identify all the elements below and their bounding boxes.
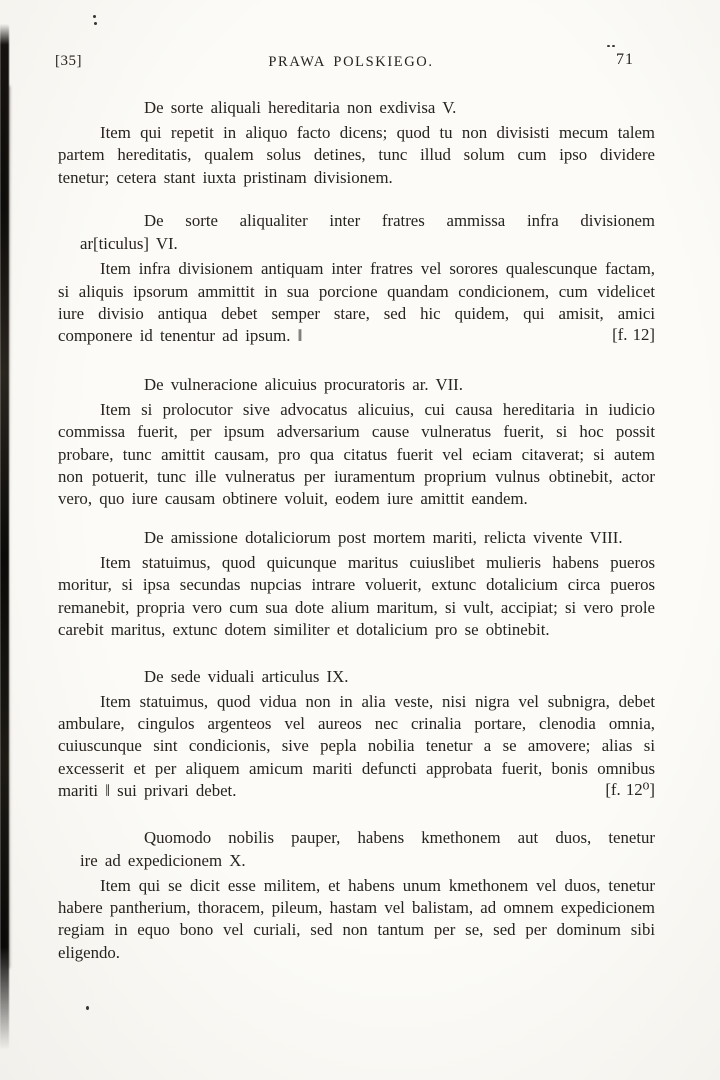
article-heading-line: De sorte aliquali hereditaria non exdivisa V.: [144, 98, 457, 117]
article-section: [58, 209, 655, 348]
article-heading: [80, 96, 655, 119]
article-section: [58, 665, 655, 803]
article-heading: [80, 526, 655, 549]
article-section: [58, 826, 655, 965]
article-heading-line: ire ad expedicionem X.: [80, 850, 246, 870]
article-section: [58, 96, 655, 189]
article-heading-line: Quomodo nobilis pauper, habens kmethonem aut duos, tenetur: [144, 827, 655, 847]
article-heading-line: ar[ticulus] VI.: [80, 234, 178, 254]
article-paragraph: Item infra divisionem antiquam inter fratres vel sorores qualescunque factam, si aliquis ipsorum ammittit in sua porcione quandam condicionem, cum videlicet iure divisio antiqua debet semper stare, sed hic quidem, qui amisit, amici componere id tenentur ad ipsum. ‖ [f. 12]: [58, 259, 655, 346]
article-section: [58, 373, 655, 511]
article-paragraph: Item qui repetit in aliquo facto dicens; quod tu non divisisti mecum talem partem hereditatis, qualem solus detines, tunc illud solum cum ipso dividere tenetur; cetera stant iuxta pristinam divisionem.: [58, 123, 655, 187]
article-heading-line: De sorte aliqualiter inter fratres ammissa infra divisionem: [144, 211, 655, 231]
margin-folio-number: [35]: [55, 53, 82, 69]
running-title: PRAWA POLSKIEGO.: [268, 54, 434, 70]
scan-speck: [86, 1006, 89, 1010]
article-paragraph: Item statuimus, quod vidua non in alia veste, nisi nigra vel subnigra, debet ambulare, cingulos argenteos vel aureos nec crinalia portare, clenodia omnia, cuiuscunque sint condicionis, sive pepla nobilia tenetur a se amovere; alias si excesserit et per aliquem amicum mariti defuncti approbata fuerit, bonis omnibus mariti ‖ sui privari debet. [f. 12⁰]: [58, 691, 655, 801]
article-heading-line: De amissione dotaliciorum post mortem mariti, relicta vivente VIII.: [144, 527, 623, 547]
article-heading: [80, 209, 655, 255]
article-heading: [80, 373, 655, 396]
article-heading: [80, 665, 655, 688]
article-heading-line: De vulneracione alicuius procuratoris ar. VII.: [144, 374, 463, 394]
folio-mark: [f. 12]: [612, 325, 655, 345]
article-heading: [80, 826, 655, 872]
article-paragraph: Item si prolocutor sive advocatus alicuius, cui causa hereditaria in iudicio commissa fuerit, per ipsum adversarium cause vulneratus fuerit, si hoc possit probare, tunc amittit causam, pro qua citatus fuerit vel eciam citaverat; si autem non potuerit, tunc ille vulneratus per iuramentum proprium vulnus obtinebit, actor vero, quo iure causam obtinere voluit, eodem iure amittit eandem.: [58, 399, 655, 509]
article-section: [58, 526, 655, 642]
page-header: [0, 0, 720, 76]
folio-mark: [f. 12⁰]: [605, 780, 655, 800]
content: [0, 96, 720, 964]
page-number: 71: [616, 51, 634, 68]
article-paragraph: Item qui se dicit esse militem, et habens unum kmethonem vel duos, tenetur habere pantherium, thoracem, pileum, hastam vel balistam, ad omnem expedicionem regiam in equo bono vel curiali, sed non tantum per se, sed per dominum sibi eligendo.: [58, 875, 655, 962]
article-heading-line: De sede viduali articulus IX.: [144, 666, 349, 686]
article-paragraph: Item statuimus, quod quicunque maritus cuiuslibet mulieris habens pueros moritur, si ipsa secundas nupcias intrare voluerit, extunc dotalicium circa pueros remanebit, propria vero cum sua dote alium maritum, si vult, accipiat; si vero prole carebit maritus, extunc dotem similiter et dotalicium pro se obtinebit.: [58, 552, 655, 640]
